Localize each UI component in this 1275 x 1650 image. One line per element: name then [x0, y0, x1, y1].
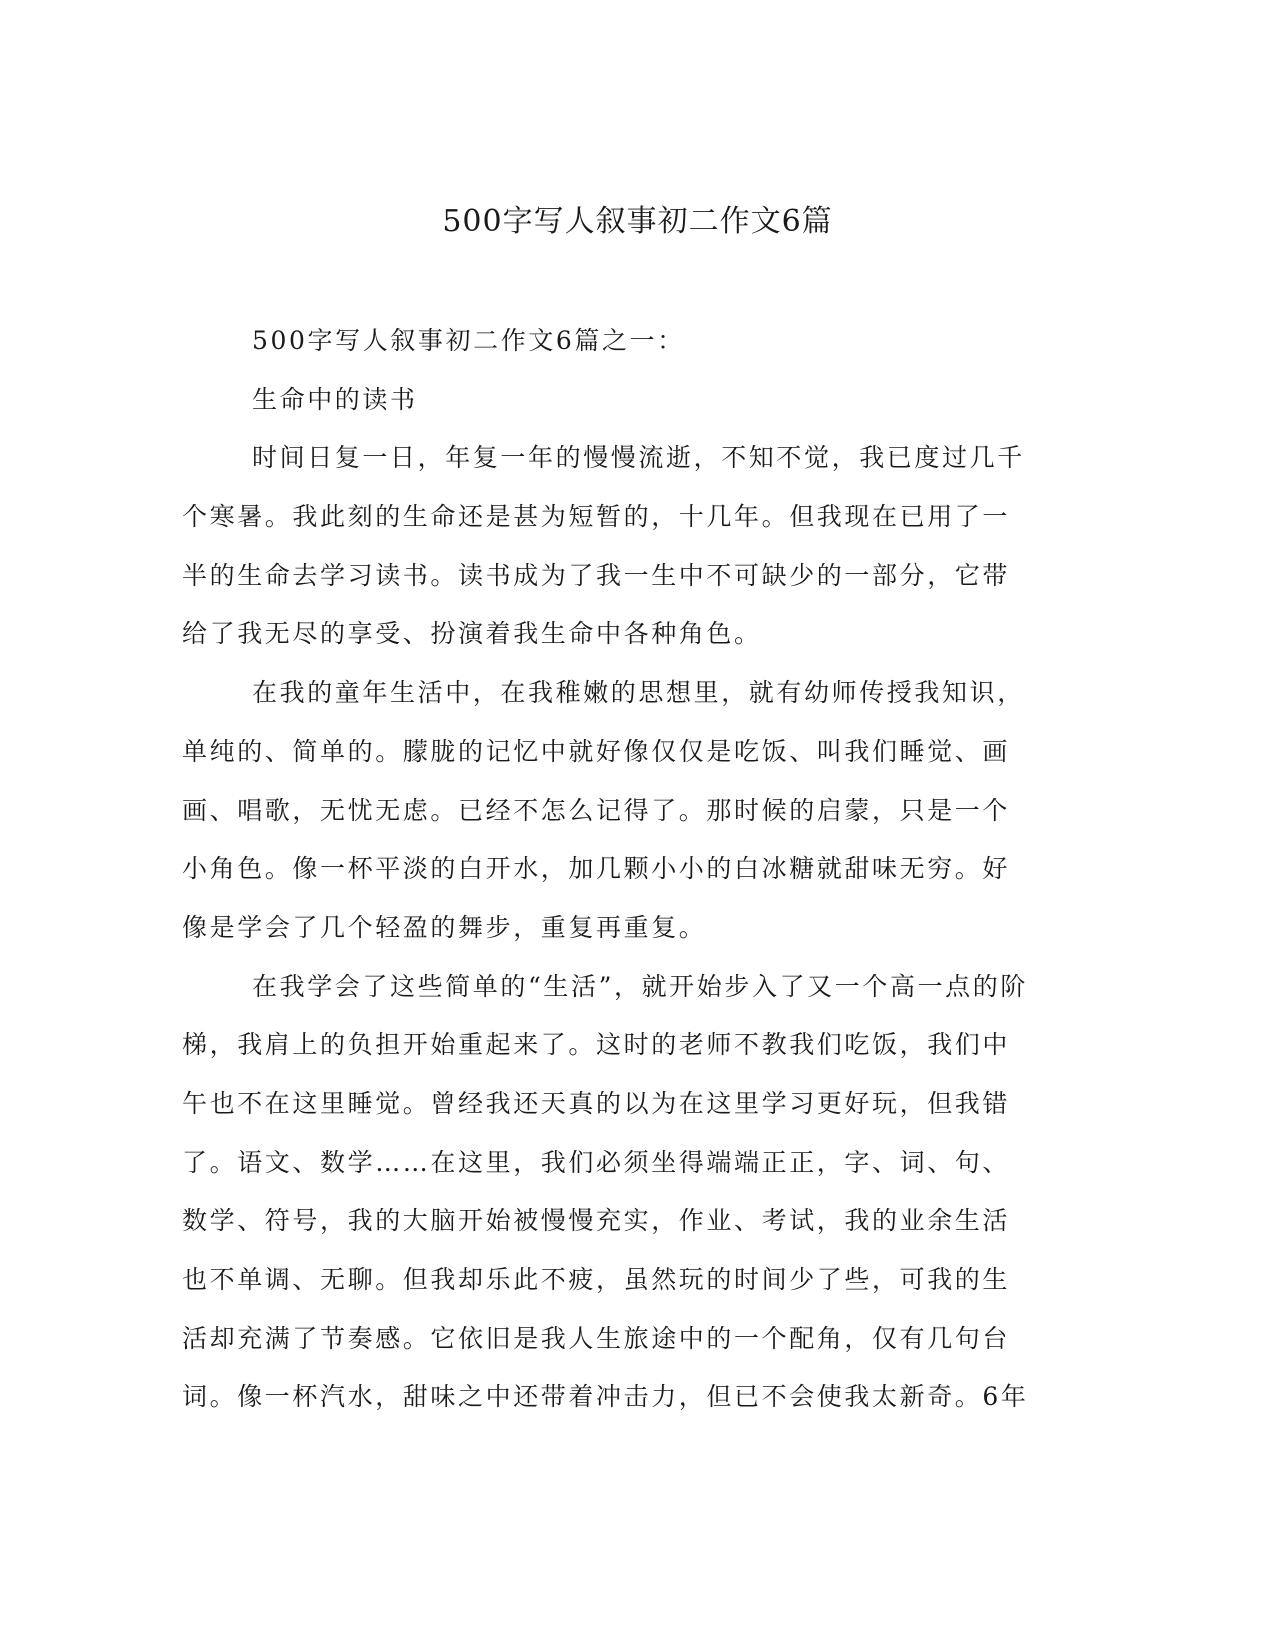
paragraph-line: 画、唱歌，无忧无虑。已经不怎么记得了。那时候的启蒙，只是一个	[182, 795, 1011, 825]
paragraph-line: 给了我无尽的享受、扮演着我生命中各种角色。	[182, 619, 762, 649]
paragraph-line: 了。语文、数学……在这里，我们必须坐得端端正正，字、词、句、	[182, 1147, 1011, 1177]
paragraph-line: 午也不在这里睡觉。曾经我还天真的以为在这里学习更好玩，但我错	[182, 1088, 1011, 1118]
paragraph-line: 小角色。像一杯平淡的白开水，加几颗小小的白冰糖就甜味无穷。好	[182, 854, 1011, 884]
paragraph-line: 在我的童年生活中，在我稚嫩的思想里，就有幼师传授我知识，	[252, 678, 1025, 708]
paragraph-line: 在我学会了这些简单的“生活”，就开始步入了又一个高一点的阶	[252, 971, 1028, 1001]
paragraph-line: 时间日复一日，年复一年的慢慢流逝，不知不觉，我已度过几千	[252, 443, 1025, 473]
paragraph-line: 活却充满了节奏感。它依旧是我人生旅途中的一个配角，仅有几句台	[182, 1323, 1011, 1353]
paragraph-line: 也不单调、无聊。但我却乐此不疲，虽然玩的时间少了些，可我的生	[182, 1265, 1011, 1294]
paragraph-line: 词。像一杯汽水，甜味之中还带着冲击力，但已不会使我太新奇。6年	[182, 1382, 1029, 1412]
paragraph-line: 数学、符号，我的大脑开始被慢慢充实，作业、考试，我的业余生活	[182, 1206, 1011, 1236]
paragraph-line: 个寒暑。我此刻的生命还是甚为短暂的，十几年。但我现在已用了一	[182, 502, 1011, 532]
paragraph-line: 半的生命去学习读书。读书成为了我一生中不可缺少的一部分，它带	[182, 560, 1011, 590]
essay-title: 生命中的读书	[252, 384, 418, 414]
paragraph-line: 像是学会了几个轻盈的舞步，重复再重复。	[182, 912, 707, 942]
section-heading: 500字写人叙事初二作文6篇之一：	[252, 326, 685, 355]
paragraph-line: 单纯的、简单的。朦胧的记忆中就好像仅仅是吃饭、叫我们睡觉、画	[182, 736, 1011, 766]
document-body	[182, 312, 1032, 1427]
document-title: 500字写人叙事初二作文6篇	[442, 204, 833, 239]
paragraph-line: 梯，我肩上的负担开始重起来了。这时的老师不教我们吃饭，我们中	[182, 1030, 1011, 1060]
